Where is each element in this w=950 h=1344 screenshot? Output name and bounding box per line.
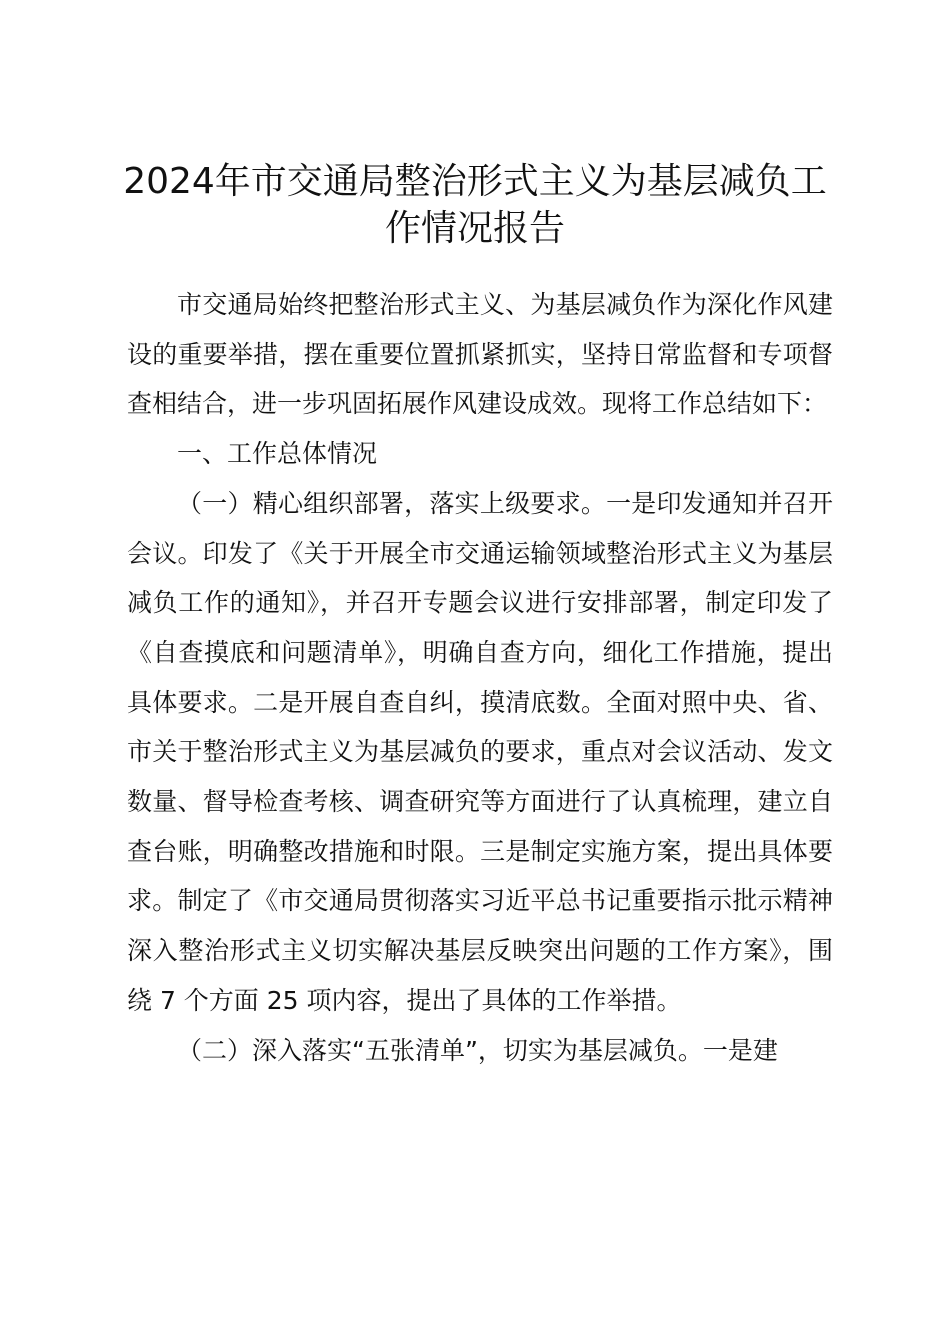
subsection-paragraph-1: （一）精心组织部署，落实上级要求。一是印发通知并召开会议。印发了《关于开展全市交通运输领域整治形式主义为基层减负工作的通知》，并召开专题会议进行安排部署，制定印发了《自查摸底和问题清单》，明确自查方向，细化工作措施，提出具体要求。二是开展自查自纠，摸清底数。全面对照中央、省、市关于整治形式主义为基层减负的要求，重点对会议活动、发文数量、督导检查考核、调查研究等方面进行了认真梳理，建立自查台账，明确整改措施和时限。三是制定实施方案，提出具体要求。制定了《市交通局贯彻落实习近平总书记重要指示批示精神深入整治形式主义切实解决基层反映突出问题的工作方案》，围绕 7 个方面 25 项内容，提出了具体的工作举措。 [127,488,833,1015]
document-body [127,280,833,1075]
section-heading: 一、工作总体情况 [177,439,378,469]
document-title: 2024年市交通局整治形式主义为基层减负工作情况报告 [123,161,827,249]
subsection-paragraph-2: （二）深入落实“五张清单”，切实为基层减负。一是建 [177,1035,778,1065]
intro-paragraph: 市交通局始终把整治形式主义、为基层减负作为深化作风建设的重要举措，摆在重要位置抓紧抓实，坚持日常监督和专项督查相结合，进一步巩固拓展作风建设成效。现将工作总结如下： [127,290,833,419]
